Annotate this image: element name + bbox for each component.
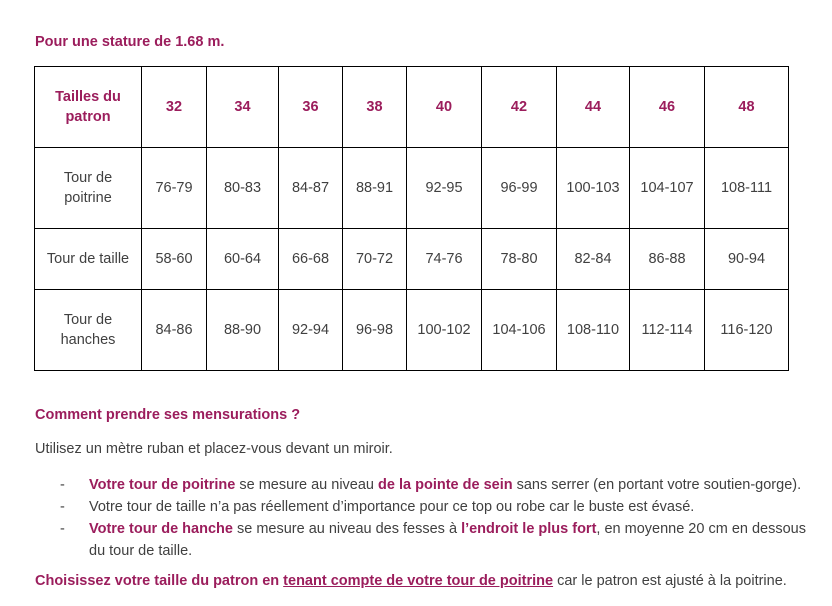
table-cell: 78-80	[482, 229, 557, 290]
subtitle: Pour une stature de 1.68 m.	[35, 34, 225, 50]
table-cell: 88-91	[343, 148, 407, 229]
table-cell: 100-102	[407, 290, 482, 371]
bullet-dash: -	[60, 521, 65, 537]
table-cell: 82-84	[557, 229, 630, 290]
bullet-dash: -	[60, 499, 65, 515]
size-header: 46	[630, 67, 705, 148]
size-header: 44	[557, 67, 630, 148]
row-label: Tour de taille	[35, 229, 142, 290]
list-item	[60, 496, 825, 518]
emphasis: de la pointe de sein	[378, 477, 513, 493]
size-header: 40	[407, 67, 482, 148]
emphasis: Votre tour de poitrine	[89, 477, 236, 493]
table-cell: 58-60	[142, 229, 207, 290]
size-header: 48	[705, 67, 789, 148]
tip-text: sans serrer (en portant votre soutien-gorge).	[512, 477, 802, 493]
conclusion-underlined: tenant compte de votre tour de poitrine	[283, 573, 554, 589]
table-cell: 108-111	[705, 148, 789, 229]
emphasis: l’endroit le plus fort	[461, 521, 597, 537]
table-cell: 66-68	[279, 229, 343, 290]
table-cell: 108-110	[557, 290, 630, 371]
size-header: 36	[279, 67, 343, 148]
table-cell: 92-94	[279, 290, 343, 371]
size-header: 42	[482, 67, 557, 148]
table-cell: 112-114	[630, 290, 705, 371]
tip-text: se mesure au niveau	[235, 477, 379, 493]
table-cell: 104-106	[482, 290, 557, 371]
header-label: Tailles du patron	[35, 67, 142, 148]
tip-text: se mesure au niveau des fesses à	[232, 521, 462, 537]
table-cell: 86-88	[630, 229, 705, 290]
table-cell: 92-95	[407, 148, 482, 229]
table-cell: 84-86	[142, 290, 207, 371]
table-cell: 104-107	[630, 148, 705, 229]
table-cell: 84-87	[279, 148, 343, 229]
intro-text: Utilisez un mètre ruban et placez-vous devant un miroir.	[35, 441, 393, 457]
conclusion	[35, 573, 787, 589]
row-label: Tour de poitrine	[35, 148, 142, 229]
list-item	[60, 474, 825, 496]
table-cell: 60-64	[207, 229, 279, 290]
emphasis: Votre tour de hanche	[89, 521, 233, 537]
row-label: Tour de hanches	[35, 290, 142, 371]
howto-heading: Comment prendre ses mensurations ?	[35, 407, 301, 423]
table-cell: 88-90	[207, 290, 279, 371]
table-cell: 70-72	[343, 229, 407, 290]
size-header: 38	[343, 67, 407, 148]
size-header: 32	[142, 67, 207, 148]
conclusion-rest: car le patron est ajusté à la poitrine.	[553, 573, 787, 589]
list-item	[60, 518, 825, 562]
table-cell: 116-120	[705, 290, 789, 371]
table-cell: 74-76	[407, 229, 482, 290]
table-header-row	[35, 67, 789, 148]
table-cell: 80-83	[207, 148, 279, 229]
size-header: 34	[207, 67, 279, 148]
table-row-chest	[35, 148, 789, 229]
table-cell: 96-99	[482, 148, 557, 229]
size-table	[34, 66, 789, 371]
table-row-waist	[35, 229, 789, 290]
tip-text: , en moyenne 20 cm en dessous du tour de taille.	[89, 521, 806, 559]
tip-text: Votre tour de taille n’a pas réellement d’importance pour ce top ou robe car le buste est évasé.	[89, 499, 695, 515]
table-cell: 76-79	[142, 148, 207, 229]
bullet-dash: -	[60, 477, 65, 493]
table-row-hips	[35, 290, 789, 371]
table-cell: 96-98	[343, 290, 407, 371]
table-cell: 90-94	[705, 229, 789, 290]
conclusion-bold: Choisissez votre taille du patron en	[35, 573, 284, 589]
tips-list	[60, 474, 825, 562]
table-cell: 100-103	[557, 148, 630, 229]
